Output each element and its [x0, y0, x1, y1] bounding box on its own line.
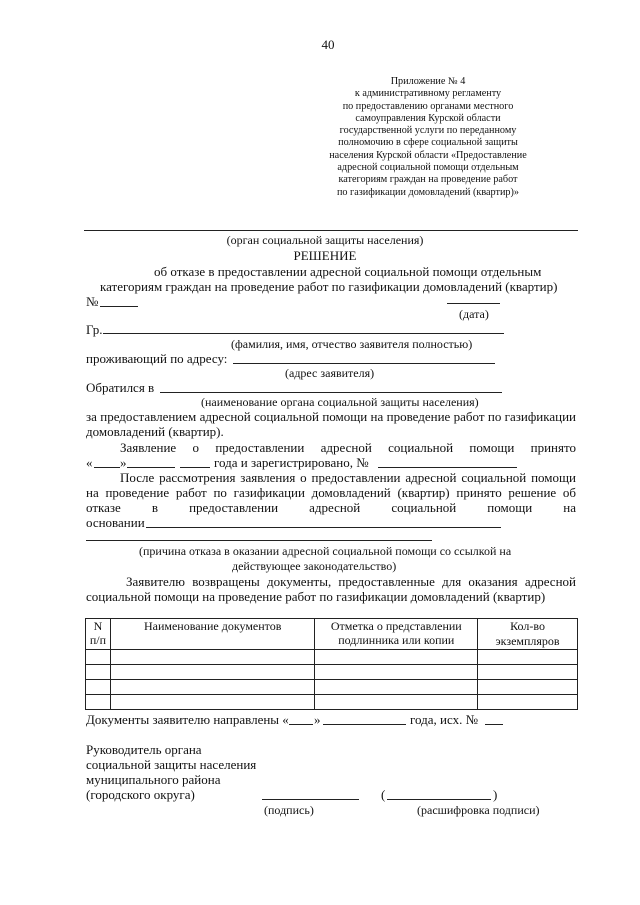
authority-line	[84, 230, 578, 231]
signatory-title: Руководитель органа	[86, 742, 202, 757]
sent-month-field[interactable]	[323, 724, 406, 725]
table-row	[86, 665, 578, 680]
applied-authority-field[interactable]	[160, 392, 502, 393]
table-header-cell: N п/п	[86, 619, 111, 650]
table-cell[interactable]	[315, 695, 478, 710]
address-field[interactable]	[233, 363, 495, 364]
body-text: После рассмотрения заявления о предоставлении адресной социальной помощи	[120, 470, 576, 485]
accept-year-field[interactable]	[180, 467, 210, 468]
table-cell[interactable]	[86, 695, 111, 710]
table-cell[interactable]	[478, 650, 578, 665]
table-cell[interactable]	[110, 665, 314, 680]
table-header-cell: Наименование документов	[110, 619, 314, 650]
document-title: РЕШЕНИЕ	[293, 248, 357, 263]
table-cell[interactable]	[86, 665, 111, 680]
date-caption: (дата)	[459, 307, 489, 321]
registration-number-field[interactable]	[378, 467, 517, 468]
reason-field-continued[interactable]	[86, 540, 432, 541]
annex-line: полномочию в сфере социальной защиты	[338, 137, 518, 149]
registered-text: года и зарегистрировано, №	[214, 455, 369, 470]
table-cell[interactable]	[478, 695, 578, 710]
accept-month-field[interactable]	[127, 467, 175, 468]
annex-line: по газификации домовладений (квартир)»	[336, 186, 520, 198]
table-cell[interactable]	[86, 650, 111, 665]
body-text: Заявителю возвращены документы, предоставленные для оказания адресной	[126, 574, 576, 589]
table-row	[86, 695, 578, 710]
annex-line: населения Курской области «Предоставление	[329, 149, 527, 161]
date-field[interactable]	[447, 303, 500, 304]
body-text: за предоставлением адресной социальной помощи на проведение работ по газификации	[86, 409, 576, 424]
table-cell[interactable]	[315, 680, 478, 695]
citizen-label: Гр.	[86, 322, 103, 337]
annex-line: по предоставлению органами местного	[342, 100, 514, 112]
accept-day-field[interactable]	[94, 467, 120, 468]
table-cell[interactable]	[86, 680, 111, 695]
table-header-row	[86, 619, 578, 650]
annex-block	[300, 76, 556, 199]
signatory-title: (городского округа)	[86, 787, 195, 802]
signature-caption: (подпись)	[264, 803, 314, 817]
documents-table	[85, 618, 578, 710]
citizen-name-field[interactable]	[103, 333, 504, 334]
authority-caption: (орган социальной защиты населения)	[226, 233, 424, 247]
number-label: №	[86, 294, 99, 309]
table-cell[interactable]	[478, 680, 578, 695]
document-subtitle: об отказе в предоставлении адресной социальной помощи отдельным	[154, 264, 542, 279]
sent-day-field[interactable]	[289, 724, 313, 725]
table-header-cell: Отметка о представлении подлинника или копии	[315, 619, 478, 650]
reason-caption: (причина отказа в оказании адресной социальной помощи со ссылкой на	[139, 544, 512, 558]
body-text: на проведение работ по газификации домовладений (квартир) принято решение об	[86, 485, 576, 500]
paren-close: )	[493, 787, 498, 802]
table-cell[interactable]	[315, 665, 478, 680]
body-text: отказе в предоставлении адресной социальной помощи на	[86, 500, 576, 515]
signature-decode-field[interactable]	[387, 799, 491, 800]
document-subtitle: категориям граждан на проведение работ по газификации домовладений (квартир)	[100, 279, 558, 294]
reason-field[interactable]	[146, 527, 501, 528]
body-text: Заявление о предоставлении адресной социальной помощи принято	[120, 440, 576, 455]
table-cell[interactable]	[110, 650, 314, 665]
annex-line: к административному регламенту	[354, 88, 502, 100]
sent-quote-close: »	[314, 712, 321, 727]
table-row	[86, 680, 578, 695]
table-header-cell: Кол-во экземпляров	[478, 619, 578, 650]
body-text: социальной помощи на проведение работ по газификации домовладений (квартир)	[86, 589, 546, 604]
applied-label: Обратился в	[86, 380, 155, 395]
address-caption: (адрес заявителя)	[285, 366, 375, 380]
address-label: проживающий по адресу:	[86, 351, 228, 366]
applied-caption: (наименование органа социальной защиты населения)	[201, 395, 479, 409]
annex-line: Приложение № 4	[390, 76, 466, 87]
sent-year-text: года, исх. №	[410, 712, 478, 727]
sent-label: Документы заявителю направлены «	[86, 712, 289, 727]
quote-open: «	[86, 455, 93, 470]
body-text: домовладений (квартир).	[86, 424, 224, 439]
table-row	[86, 650, 578, 665]
table-cell[interactable]	[478, 665, 578, 680]
page-number: 40	[321, 37, 335, 52]
paren-open: (	[381, 787, 386, 802]
annex-line: самоуправления Курской области	[355, 112, 501, 124]
decode-caption: (расшифровка подписи)	[417, 803, 540, 817]
annex-line: категориям граждан на проведение работ	[338, 174, 518, 186]
citizen-caption: (фамилия, имя, отчество заявителя полностью)	[231, 337, 473, 351]
table-cell[interactable]	[110, 680, 314, 695]
number-field[interactable]	[100, 306, 138, 307]
body-text: основании	[86, 515, 145, 530]
signatory-title: социальной защиты населения	[86, 757, 257, 772]
annex-line: адресной социальной помощи отдельным	[337, 162, 519, 174]
signatory-title: муниципального района	[86, 772, 221, 787]
outgoing-number-field[interactable]	[485, 724, 503, 725]
table-cell[interactable]	[110, 695, 314, 710]
table-cell[interactable]	[315, 650, 478, 665]
signature-field[interactable]	[262, 799, 359, 800]
annex-line: государственной услуги по переданному	[339, 125, 517, 137]
quote-close: »	[120, 455, 127, 470]
reason-caption: действующее законодательство)	[232, 559, 397, 573]
